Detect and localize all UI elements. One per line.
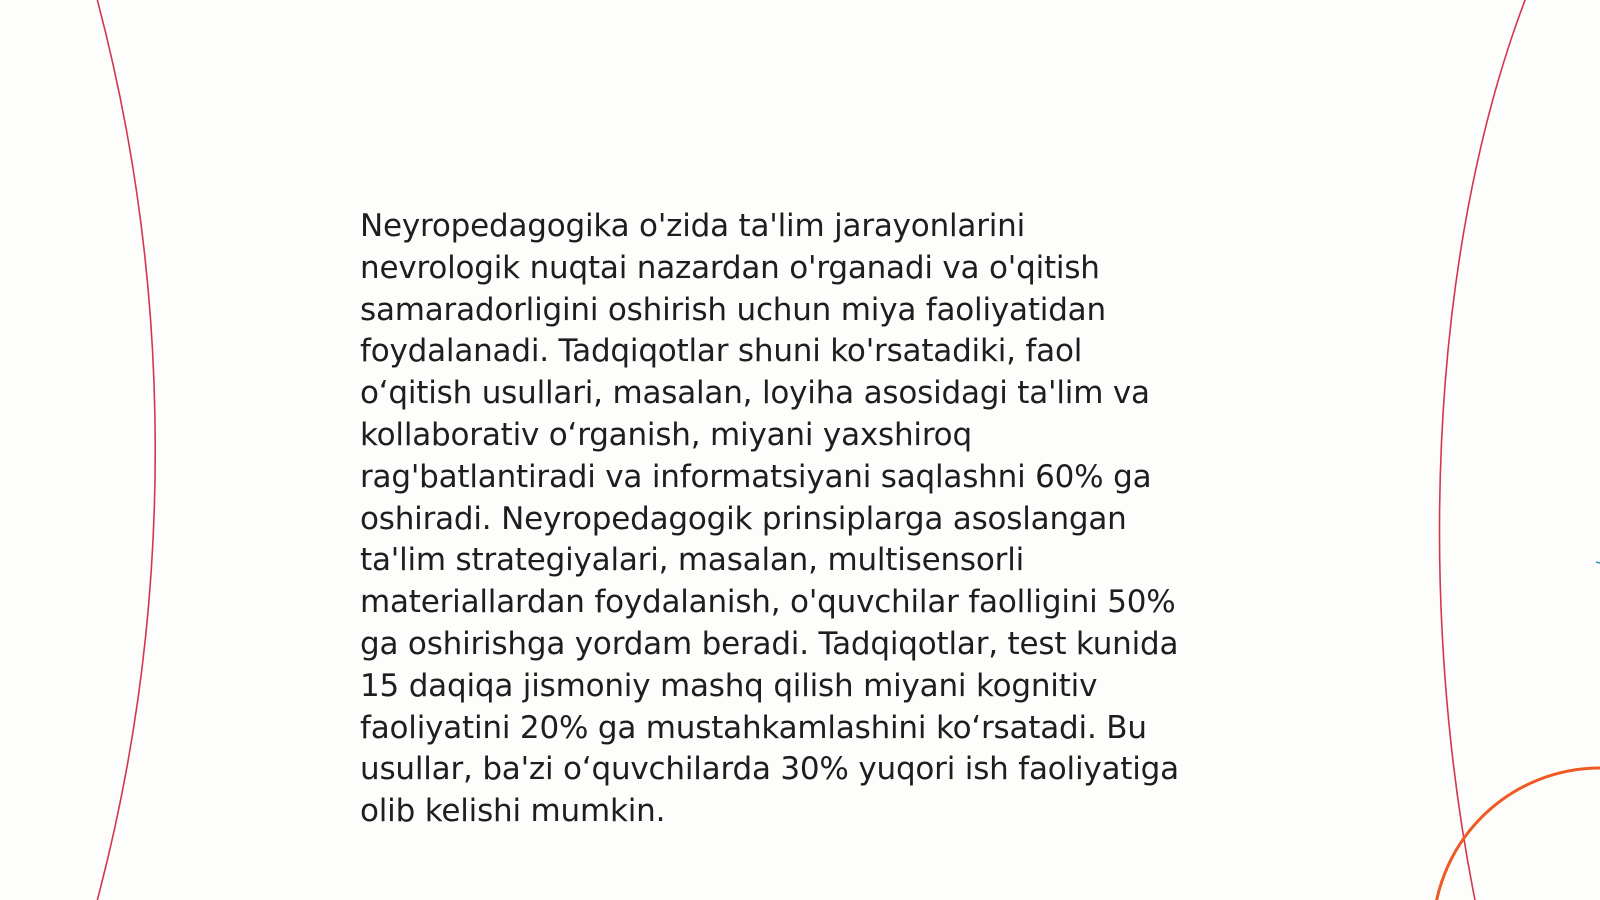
text-line: faoliyatini 20% ga mustahkamlashini ko‘rsatadi. Bu <box>360 709 1147 746</box>
text-line: samaradorligini oshirish uchun miya faoliyatidan <box>360 291 1106 328</box>
text-line: usullar, ba'zi o‘quvchilarda 30% yuqori ish faoliyatiga <box>360 751 1179 788</box>
text-line: olib kelishi mumkin. <box>360 793 666 830</box>
blue-tick-mark <box>1596 562 1600 563</box>
text-line: nevrologik nuqtai nazardan o'rganadi va o'qitish <box>360 249 1100 286</box>
text-line: o‘qitish usullari, masalan, loyiha asosidagi ta'lim va <box>360 375 1150 412</box>
text-line: ga oshirishga yordam beradi. Tadqiqotlar, test kunida <box>360 625 1179 662</box>
text-line: oshiradi. Neyropedagogik prinsiplarga asoslangan <box>360 500 1127 537</box>
body-paragraph <box>360 206 1240 833</box>
orange-circle-arc <box>1433 768 1600 900</box>
left-curve-line <box>96 0 155 900</box>
text-line: 15 daqiqa jismoniy mashq qilish miyani kognitiv <box>360 667 1098 704</box>
text-line: materiallardan foydalanish, o'quvchilar faolligini 50% <box>360 584 1176 621</box>
text-line: foydalanadi. Tadqiqotlar shuni ko'rsatadiki, faol <box>360 333 1083 370</box>
text-line: kollaborativ o‘rganish, miyani yaxshiroq <box>360 416 972 453</box>
right-curve-line <box>1440 0 1527 900</box>
text-line: rag'batlantiradi va informatsiyani saqlashni 60% ga <box>360 458 1152 495</box>
text-line: Neyropedagogika o'zida ta'lim jarayonlarini <box>360 208 1026 244</box>
text-line: ta'lim strategiyalari, masalan, multisensorli <box>360 542 1025 579</box>
